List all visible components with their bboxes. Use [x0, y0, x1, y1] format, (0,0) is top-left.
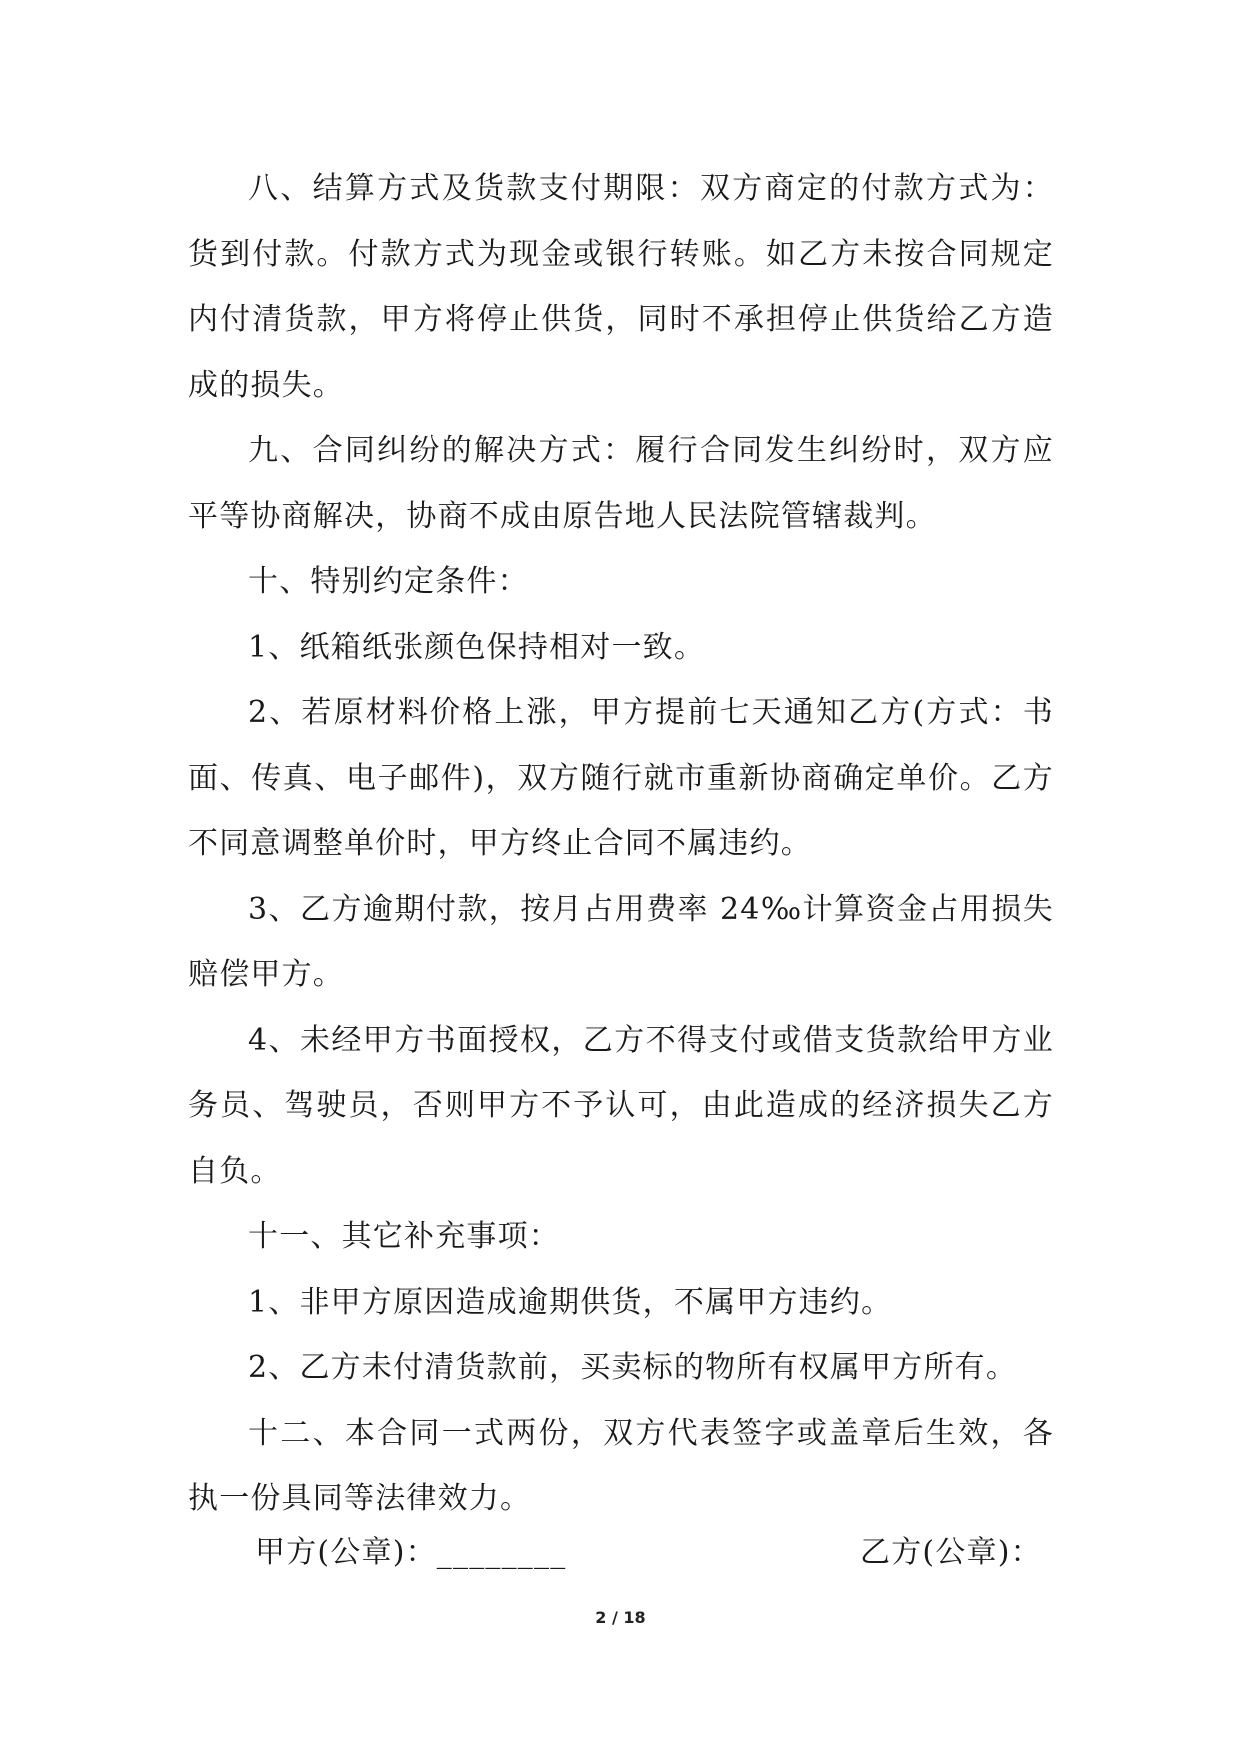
signature-block: [188, 1523, 1054, 1583]
clause-10-item-4: 4、未经甲方书面授权，乙方不得支付或借支货款给甲方业务员、驾驶员，否则甲方不予认可，由此造成的经济损失乙方自负。: [188, 1022, 1054, 1189]
party-b-seal-line: 乙方(公章)：: [860, 1535, 1042, 1570]
page-number: 2 / 18: [595, 1608, 646, 1627]
clause-11-item-1: 1、非甲方原因造成逾期供货，不属甲方违约。: [248, 1284, 893, 1320]
clause-12-paragraph: 十二、本合同一式两份，双方代表签字或盖章后生效，各执一份具同等法律效力。: [188, 1415, 1054, 1516]
clause-10-item-3: 3、乙方逾期付款，按月占用费率 24‰计算资金占用损失赔偿甲方。: [188, 891, 1054, 992]
clause-9-paragraph: 九、合同纠纷的解决方式：履行合同发生纠纷时，双方应平等协商解决，协商不成由原告地人民法院管辖裁判。: [188, 433, 1054, 534]
clause-11-heading: 十一、其它补充事项：: [248, 1219, 560, 1254]
clause-10-heading: 十、特别约定条件：: [248, 564, 529, 599]
clause-10-item-2: 2、若原材料价格上涨，甲方提前七天通知乙方(方式：书面、传真、电子邮件)，双方随行就市重新协商确定单价。乙方不同意调整单价时，甲方终止合同不属违约。: [188, 695, 1054, 861]
party-a-seal-line: 甲方(公章)：________: [255, 1535, 567, 1570]
document-body: [188, 156, 1054, 1532]
clause-10-item-1: 1、纸箱纸张颜色保持相对一致。: [248, 629, 706, 665]
clause-8-paragraph: 八、结算方式及货款支付期限：双方商定的付款方式为：货到付款。付款方式为现金或银行转账。如乙方未按合同规定内付清货款，甲方将停止供货，同时不承担停止供货给乙方造成的损失。: [188, 171, 1054, 403]
clause-11-item-2: 2、乙方未付清货款前，买卖标的物所有权属甲方所有。: [248, 1350, 1018, 1385]
